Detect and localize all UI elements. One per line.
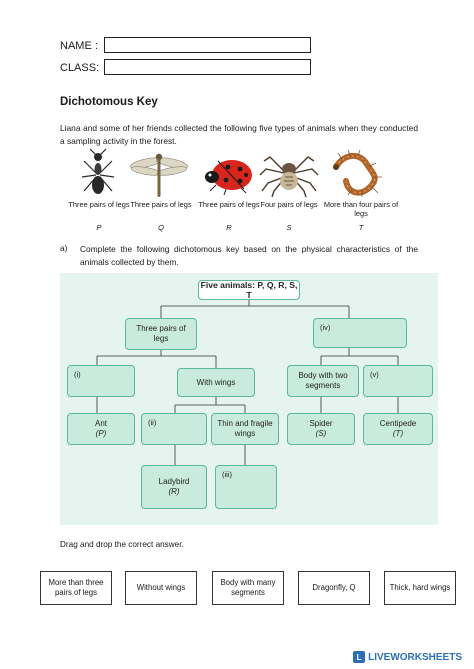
liveworksheets-brand: LIVEWORKSHEETS [368, 651, 462, 663]
key-node-three-pairs [125, 318, 197, 350]
question-marker: a) [60, 243, 68, 253]
animal-caption-p: Three pairs of legs [68, 200, 130, 209]
key-node-centipede-label: Centipede [379, 419, 417, 428]
animal-caption-r: Three pairs of legs [198, 200, 260, 209]
key-node-centipede-letter: (T) [392, 429, 404, 438]
key-blank-ii: (ii) [148, 418, 157, 427]
key-node-iii[interactable] [215, 465, 277, 509]
key-blank-iii: (iii) [222, 470, 232, 479]
animal-letter-q: Q [158, 223, 164, 232]
key-node-with-wings-label: With wings [196, 377, 236, 387]
key-node-ant-letter: (P) [95, 429, 107, 438]
key-node-ant [67, 413, 135, 445]
spider-icon [256, 147, 322, 199]
key-node-thin-wings [211, 413, 279, 445]
animal-caption-q: Three pairs of legs [130, 200, 192, 209]
page-title: Dichotomous Key [60, 96, 158, 108]
key-node-thin-wings-label: Thin and fragile wings [217, 419, 273, 438]
key-node-body-two [287, 365, 359, 397]
drag-instruction: Drag and drop the correct answer. [60, 540, 184, 549]
key-node-ladybird-letter: (R) [168, 487, 180, 496]
animal-letter-p: P [96, 223, 102, 232]
key-node-iv[interactable] [313, 318, 407, 348]
answer-chip-3[interactable]: Body with many segments [212, 571, 284, 605]
class-label: CLASS: [60, 62, 100, 74]
animal-letter-t: T [358, 223, 364, 232]
animal-letter-s: S [286, 223, 292, 232]
animal-letter-r: R [226, 223, 232, 232]
key-blank-i: (i) [74, 370, 81, 379]
centipede-icon [326, 147, 392, 199]
key-node-spider-letter: (S) [315, 429, 327, 438]
key-node-ladybird-label: Ladybird [158, 477, 190, 486]
class-field[interactable] [104, 59, 311, 75]
key-node-centipede [363, 413, 433, 445]
name-field[interactable] [104, 37, 311, 53]
animal-caption-s: Four pairs of legs [260, 200, 318, 209]
dichotomous-key-diagram [60, 273, 438, 525]
liveworksheets-logo-icon: L [353, 651, 365, 663]
key-blank-v: (v) [370, 370, 379, 379]
ladybird-icon [196, 147, 262, 199]
dragonfly-icon [126, 147, 192, 199]
key-node-spider-label: Spider [309, 419, 333, 428]
key-node-three-pairs-label: Three pairs of legs [136, 324, 186, 343]
liveworksheets-logo [353, 651, 462, 663]
answer-chip-4[interactable]: Dragonfly, Q [298, 571, 370, 605]
key-node-ladybird [141, 465, 207, 509]
answer-chip-5[interactable]: Thick, hard wings [384, 571, 456, 605]
key-node-with-wings [177, 368, 255, 397]
answer-chip-1[interactable]: More than three pairs of legs [40, 571, 112, 605]
key-node-ii[interactable] [141, 413, 207, 445]
answer-chip-2[interactable]: Without wings [125, 571, 197, 605]
ant-icon [66, 147, 132, 199]
key-node-spider [287, 413, 355, 445]
name-label: NAME : [60, 40, 98, 52]
key-node-root: Five animals: P, Q, R, S, T [198, 280, 300, 300]
key-node-body-two-label: Body with two segments [298, 371, 348, 390]
intro-paragraph: Liana and some of her friends collected the following five types of animals when they conducted a sampling activity in the forest. [60, 123, 418, 146]
key-node-ant-label: Ant [94, 419, 107, 428]
question-text: Complete the following dichotomous key based on the physical characteristics of the animals collected by them. [80, 244, 418, 267]
key-node-v[interactable] [363, 365, 433, 397]
key-blank-iv: (iv) [320, 323, 331, 332]
animal-caption-t: More than four pairs of legs [323, 200, 399, 218]
key-node-i[interactable] [67, 365, 135, 397]
